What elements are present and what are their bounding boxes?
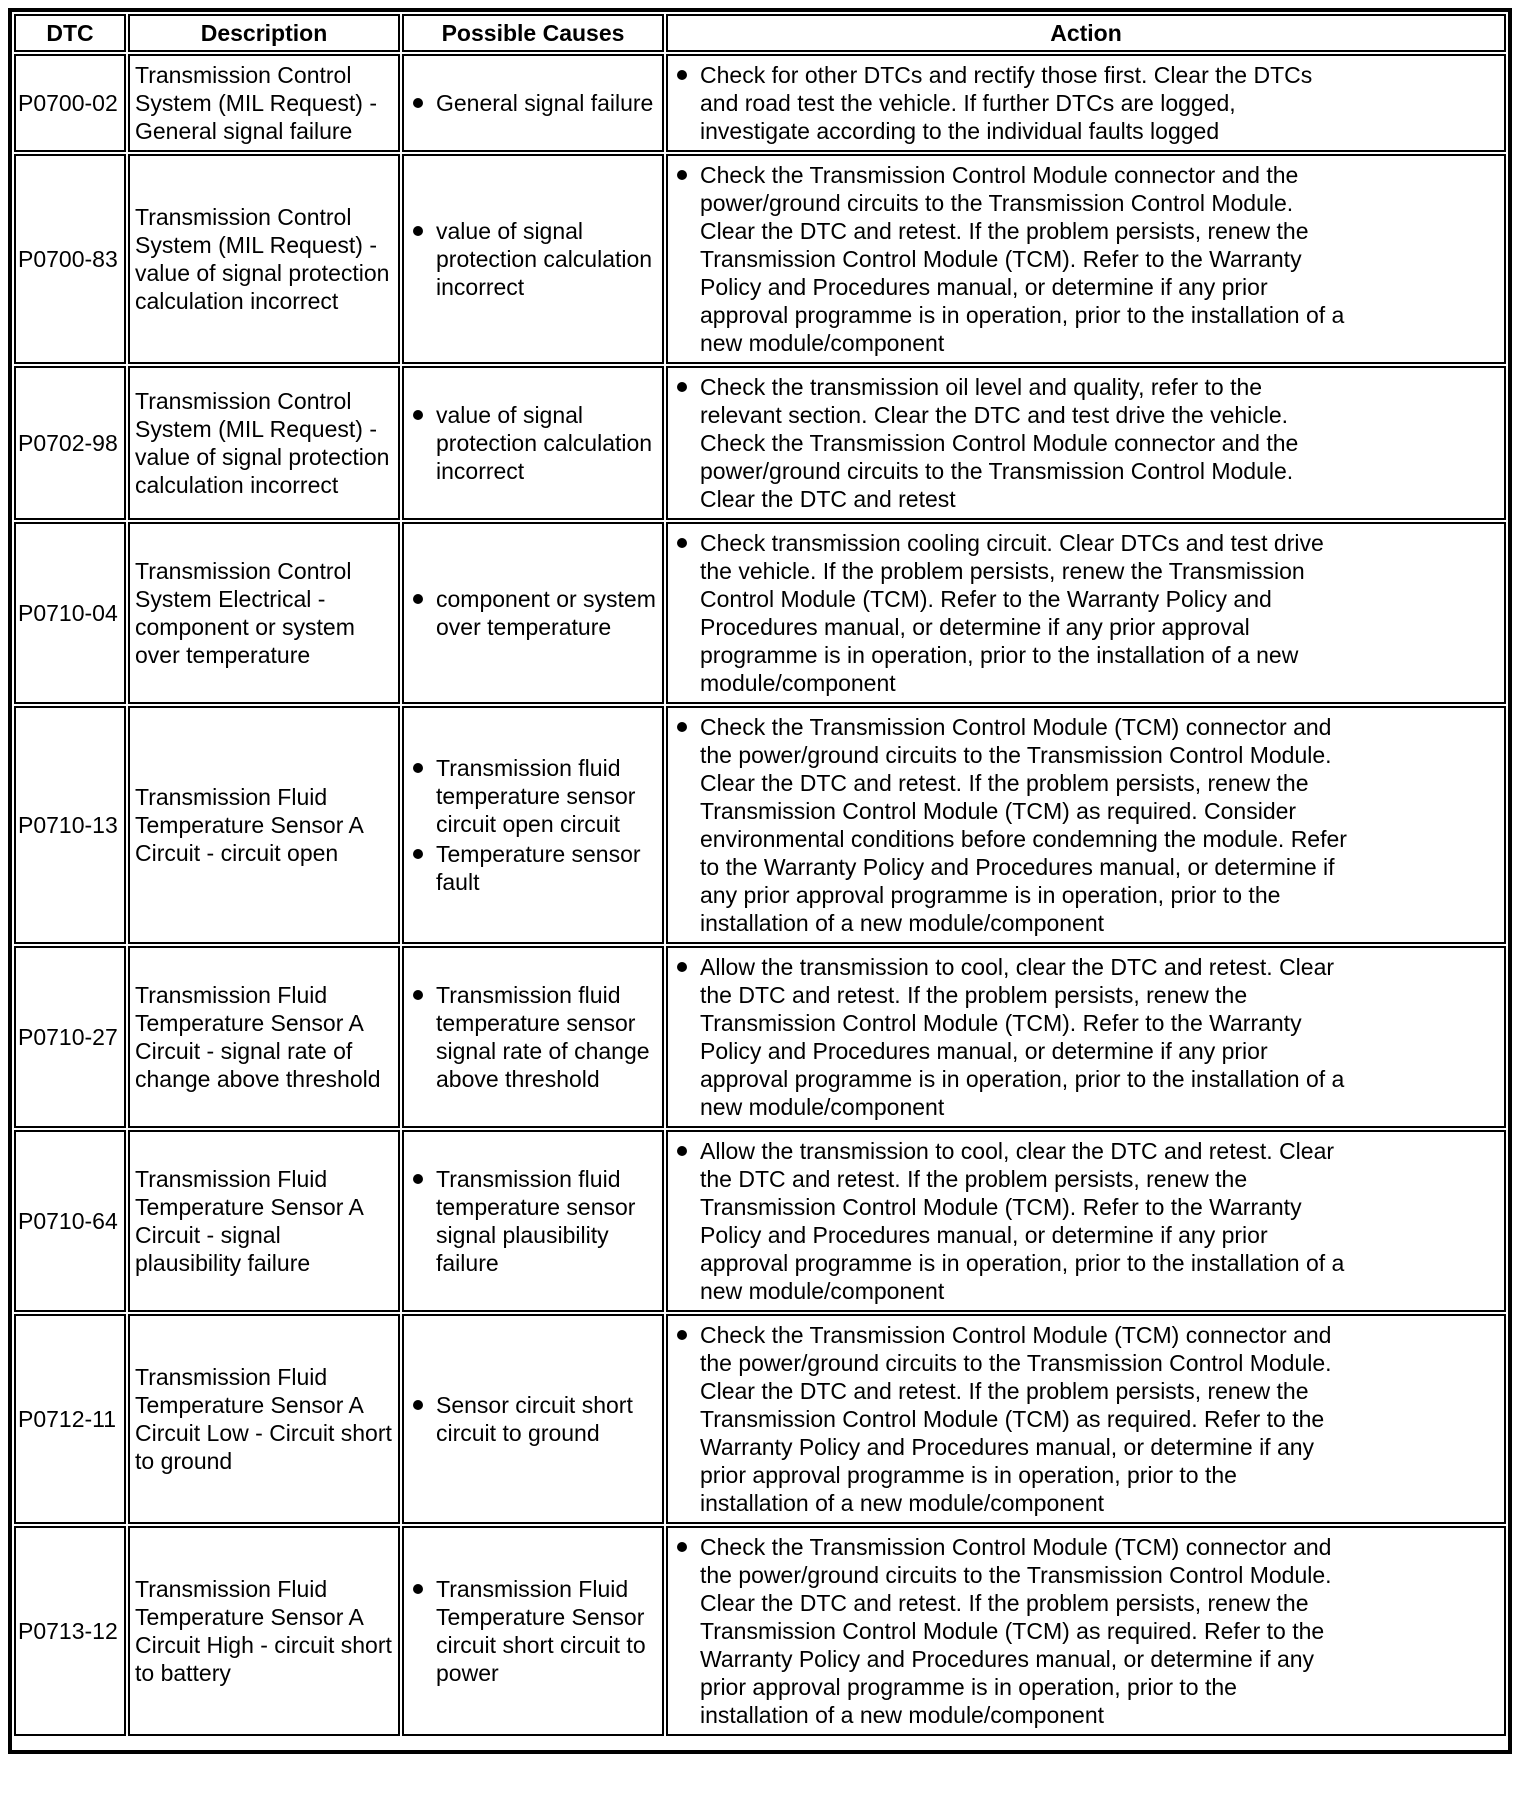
causes-list (409, 217, 657, 301)
causes-cell (402, 706, 664, 944)
header-row (14, 14, 1506, 52)
causes-cell (402, 522, 664, 704)
action-item: Check for other DTCs and rectify those first. Clear the DTCs and road test the vehicle. If further DTCs are logged, investigate according to the individual faults logged (673, 61, 1350, 145)
action-cell (666, 706, 1506, 944)
cause-item: Transmission fluid temperature sensor circuit open circuit (409, 754, 657, 838)
col-header-dtc: DTC (14, 14, 126, 52)
causes-list (409, 981, 657, 1093)
table-row (14, 1130, 1506, 1312)
action-cell (666, 522, 1506, 704)
description-cell: Transmission Control System (MIL Request) - General signal failure (128, 54, 400, 152)
cause-item: Sensor circuit short circuit to ground (409, 1391, 657, 1447)
dtc-table (12, 12, 1508, 1738)
table-row (14, 366, 1506, 520)
table-row (14, 522, 1506, 704)
action-cell (666, 946, 1506, 1128)
action-list (673, 373, 1350, 513)
col-header-possible-causes: Possible Causes (402, 14, 664, 52)
causes-list (409, 1575, 657, 1687)
dtc-cell: P0710-27 (14, 946, 126, 1128)
table-row (14, 1314, 1506, 1524)
table-row (14, 706, 1506, 944)
cause-item: General signal failure (409, 89, 657, 117)
description-cell: Transmission Control System Electrical - component or system over temperature (128, 522, 400, 704)
action-cell (666, 54, 1506, 152)
causes-cell (402, 1130, 664, 1312)
causes-list (409, 89, 657, 117)
description-cell: Transmission Control System (MIL Request) - value of signal protection calculation incorrect (128, 366, 400, 520)
action-list (673, 713, 1350, 937)
action-cell (666, 1314, 1506, 1524)
action-item: Check the Transmission Control Module (TCM) connector and the power/ground circuits to the Transmission Control Module. Clear the DTC and retest. If the problem persists, renew the Transmission Control Module (TCM) as required. Refer to the Warranty Policy and Procedures manual, or determine if any prior approval programme is in operation, prior to the installation of a new module/component (673, 1533, 1350, 1729)
table-row (14, 1526, 1506, 1736)
dtc-cell: P0710-04 (14, 522, 126, 704)
description-cell: Transmission Fluid Temperature Sensor A Circuit - signal rate of change above threshold (128, 946, 400, 1128)
action-item: Allow the transmission to cool, clear the DTC and retest. Clear the DTC and retest. If the problem persists, renew the Transmission Control Module (TCM). Refer to the Warranty Policy and Procedures manual, or determine if any prior approval programme is in operation, prior to the installation of a new module/component (673, 953, 1350, 1121)
causes-cell (402, 1314, 664, 1524)
dtc-cell: P0702-98 (14, 366, 126, 520)
causes-list (409, 1165, 657, 1277)
action-list (673, 1321, 1350, 1517)
action-cell (666, 1526, 1506, 1736)
action-list (673, 1137, 1350, 1305)
causes-list (409, 754, 657, 896)
dtc-cell: P0713-12 (14, 1526, 126, 1736)
causes-cell (402, 1526, 664, 1736)
cause-item: Transmission fluid temperature sensor signal plausibility failure (409, 1165, 657, 1277)
description-cell: Transmission Fluid Temperature Sensor A Circuit - signal plausibility failure (128, 1130, 400, 1312)
action-cell (666, 366, 1506, 520)
action-item: Check the transmission oil level and quality, refer to the relevant section. Clear the DTC and test drive the vehicle. Check the Transmission Control Module connector and the power/ground circuits to the Transmission Control Module. Clear the DTC and retest (673, 373, 1350, 513)
action-list (673, 1533, 1350, 1729)
cause-item: Transmission fluid temperature sensor signal rate of change above threshold (409, 981, 657, 1093)
table-row (14, 154, 1506, 364)
causes-list (409, 1391, 657, 1447)
action-list (673, 529, 1350, 697)
action-list (673, 161, 1350, 357)
col-header-description: Description (128, 14, 400, 52)
dtc-cell: P0712-11 (14, 1314, 126, 1524)
dtc-cell: P0700-02 (14, 54, 126, 152)
dtc-cell: P0710-13 (14, 706, 126, 944)
table-row (14, 54, 1506, 152)
action-item: Check the Transmission Control Module (TCM) connector and the power/ground circuits to the Transmission Control Module. Clear the DTC and retest. If the problem persists, renew the Transmission Control Module (TCM) as required. Refer to the Warranty Policy and Procedures manual, or determine if any prior approval programme is in operation, prior to the installation of a new module/component (673, 1321, 1350, 1517)
cause-item: value of signal protection calculation incorrect (409, 217, 657, 301)
description-cell: Transmission Fluid Temperature Sensor A Circuit High - circuit short to battery (128, 1526, 400, 1736)
action-list (673, 61, 1350, 145)
action-item: Check the Transmission Control Module connector and the power/ground circuits to the Transmission Control Module. Clear the DTC and retest. If the problem persists, renew the Transmission Control Module (TCM). Refer to the Warranty Policy and Procedures manual, or determine if any prior approval programme is in operation, prior to the installation of a new module/component (673, 161, 1350, 357)
description-cell: Transmission Control System (MIL Request) - value of signal protection calculation incorrect (128, 154, 400, 364)
table-row (14, 946, 1506, 1128)
action-cell (666, 1130, 1506, 1312)
col-header-action: Action (666, 14, 1506, 52)
causes-list (409, 401, 657, 485)
dtc-cell: P0710-64 (14, 1130, 126, 1312)
causes-cell (402, 366, 664, 520)
dtc-table-body (14, 54, 1506, 1736)
dtc-table-frame (8, 8, 1512, 1754)
dtc-cell: P0700-83 (14, 154, 126, 364)
action-cell (666, 154, 1506, 364)
action-item: Check the Transmission Control Module (TCM) connector and the power/ground circuits to the Transmission Control Module. Clear the DTC and retest. If the problem persists, renew the Transmission Control Module (TCM) as required. Consider environmental conditions before condemning the module. Refer to the Warranty Policy and Procedures manual, or determine if any prior approval programme is in operation, prior to the installation of a new module/component (673, 713, 1350, 937)
description-cell: Transmission Fluid Temperature Sensor A Circuit Low - Circuit short to ground (128, 1314, 400, 1524)
causes-list (409, 585, 657, 641)
action-list (673, 953, 1350, 1121)
action-item: Allow the transmission to cool, clear the DTC and retest. Clear the DTC and retest. If the problem persists, renew the Transmission Control Module (TCM). Refer to the Warranty Policy and Procedures manual, or determine if any prior approval programme is in operation, prior to the installation of a new module/component (673, 1137, 1350, 1305)
action-item: Check transmission cooling circuit. Clear DTCs and test drive the vehicle. If the problem persists, renew the Transmission Control Module (TCM). Refer to the Warranty Policy and Procedures manual, or determine if any prior approval programme is in operation, prior to the installation of a new module/component (673, 529, 1350, 697)
cause-item: value of signal protection calculation incorrect (409, 401, 657, 485)
description-cell: Transmission Fluid Temperature Sensor A Circuit - circuit open (128, 706, 400, 944)
cause-item: component or system over temperature (409, 585, 657, 641)
cause-item: Transmission Fluid Temperature Sensor circuit short circuit to power (409, 1575, 657, 1687)
causes-cell (402, 946, 664, 1128)
causes-cell (402, 54, 664, 152)
causes-cell (402, 154, 664, 364)
cause-item: Temperature sensor fault (409, 840, 657, 896)
